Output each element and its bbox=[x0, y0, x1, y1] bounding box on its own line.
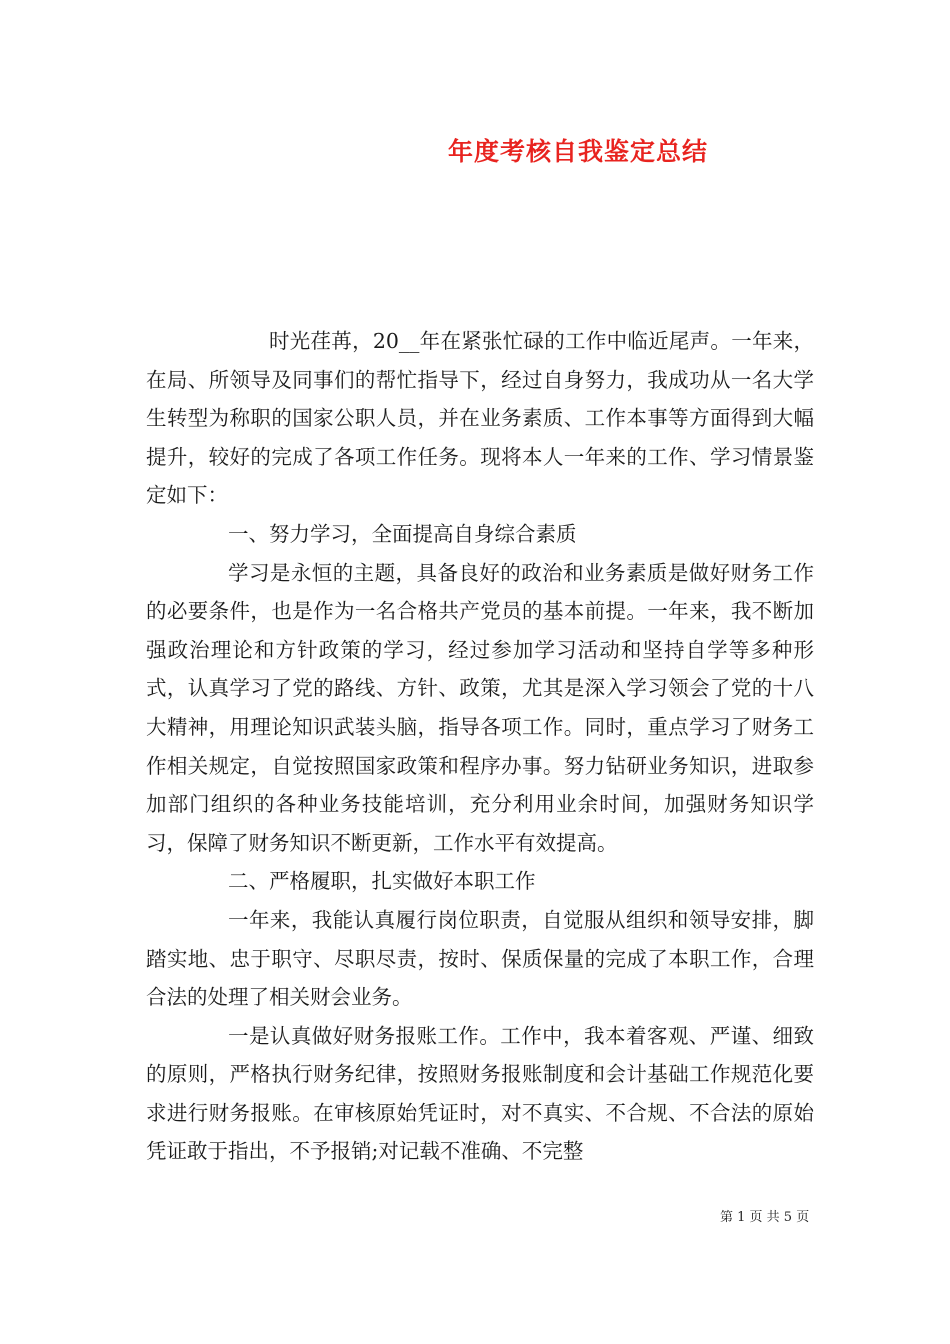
paragraph-reimbursement: 一是认真做好财务报账工作。工作中，我本着客观、严谨、细致的原则，严格执行财务纪律，按照财务报账制度和会计基础工作规范化要求进行财务报账。在审核原始凭证时，对不真实、不合规、不合法的原始凭证敢于指出，不予报销;对记载不准确、不完整 bbox=[146, 1023, 814, 1164]
document-title: 年度考核自我鉴定总结 bbox=[448, 137, 709, 166]
paragraph-duty: 一年来，我能认真履行岗位职责，自觉服从组织和领导安排，脚踏实地、忠于职守、尽职尽责，按时、保质保量的完成了本职工作，合理合法的处理了相关财会业务。 bbox=[146, 907, 814, 1010]
document-body bbox=[146, 322, 814, 1171]
section-heading-2: 二、严格履职，扎实做好本职工作 bbox=[228, 869, 536, 894]
paragraph-study: 学习是永恒的主题，具备良好的政治和业务素质是做好财务工作的必要条件，也是作为一名合格共产党员的基本前提。一年来，我不断加强政治理论和方针政策的学习，经过参加学习活动和坚持自学等多种形式，认真学习了党的路线、方针、政策，尤其是深入学习领会了党的十八大精神，用理论知识武装头脑，指导各项工作。同时，重点学习了财务工作相关规定，自觉按照国家政策和程序办事。努力钻研业务知识，进取参加部门组织的各种业务技能培训，充分利用业余时间，加强财务知识学习，保障了财务知识不断更新，工作水平有效提高。 bbox=[146, 560, 814, 855]
paragraph-intro: 时光荏苒，20__年在紧张忙碌的工作中临近尾声。一年来，在局、所领导及同事们的帮忙指导下，经过自身努力，我成功从一名大学生转型为称职的国家公职人员，并在业务素质、工作本事等方面得到大幅提升，较好的完成了各项工作任务。现将本人一年来的工作、学习情景鉴定如下： bbox=[146, 329, 814, 508]
page-footer: 第 1 页 共 5 页 bbox=[720, 1210, 810, 1225]
section-heading-1: 一、努力学习，全面提高自身综合素质 bbox=[228, 521, 577, 546]
